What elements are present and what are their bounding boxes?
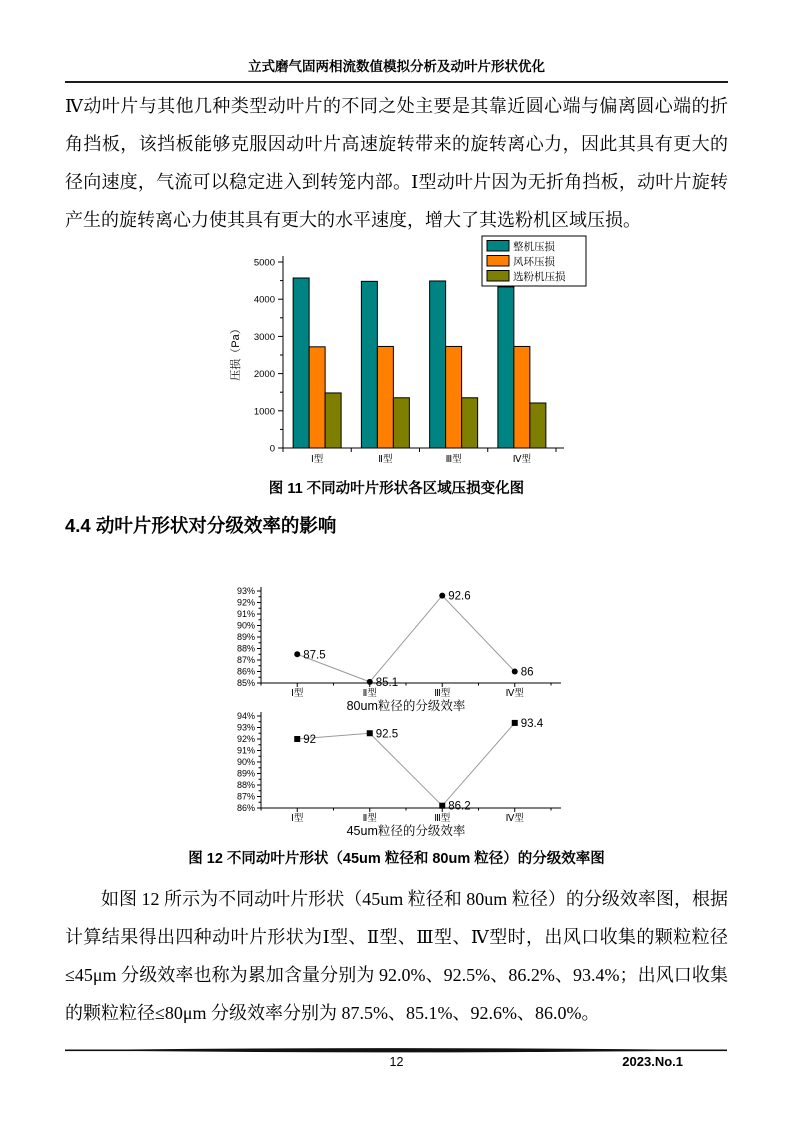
- svg-text:87%: 87%: [236, 655, 255, 665]
- svg-text:87.5: 87.5: [303, 649, 326, 662]
- svg-text:86%: 86%: [236, 803, 255, 813]
- issue-label: 2023.No.1: [622, 1054, 683, 1069]
- figure-11-pressure-loss-bar-chart: [226, 232, 590, 483]
- svg-text:88%: 88%: [236, 780, 255, 790]
- figure-12-line-chart-45um: [215, 708, 567, 849]
- svg-text:Ⅳ型: Ⅳ型: [505, 813, 524, 824]
- svg-text:选粉机压损: 选粉机压损: [513, 271, 566, 283]
- svg-text:93%: 93%: [236, 722, 255, 733]
- bar-chart-svg: [226, 232, 590, 478]
- svg-text:91%: 91%: [236, 745, 255, 756]
- svg-text:Ⅳ型: Ⅳ型: [505, 688, 524, 699]
- svg-text:80um粒径的分级效率: 80um粒径的分级效率: [346, 699, 466, 713]
- svg-text:90%: 90%: [236, 757, 255, 767]
- svg-text:90%: 90%: [236, 620, 255, 631]
- svg-text:89%: 89%: [236, 768, 255, 779]
- svg-text:92%: 92%: [236, 734, 255, 744]
- line-chart-80um-svg: [215, 583, 567, 719]
- svg-text:Ⅲ型: Ⅲ型: [445, 454, 462, 465]
- svg-text:Ⅲ型: Ⅲ型: [434, 688, 451, 699]
- svg-text:87%: 87%: [236, 791, 255, 802]
- header-rule: [65, 81, 728, 83]
- svg-text:Ⅰ型: Ⅰ型: [310, 454, 324, 465]
- svg-text:Ⅱ型: Ⅱ型: [378, 454, 393, 465]
- svg-text:86%: 86%: [236, 666, 255, 677]
- svg-text:89%: 89%: [236, 632, 255, 642]
- svg-text:92.5: 92.5: [375, 728, 399, 741]
- svg-text:93%: 93%: [236, 586, 255, 596]
- svg-text:85.1: 85.1: [375, 676, 399, 689]
- figure-12-line-chart-80um: [215, 583, 567, 724]
- svg-text:风环压损: 风环压损: [513, 256, 555, 268]
- svg-text:92: 92: [303, 734, 317, 746]
- svg-text:94%: 94%: [236, 711, 255, 721]
- section-heading-4-4: 4.4 动叶片形状对分级效率的影响: [65, 515, 337, 536]
- svg-text:86: 86: [520, 666, 534, 679]
- svg-text:88%: 88%: [236, 643, 255, 654]
- svg-text:4000: 4000: [253, 294, 275, 306]
- svg-text:93.4: 93.4: [520, 717, 544, 730]
- svg-text:86.2: 86.2: [448, 800, 471, 813]
- svg-text:2000: 2000: [253, 369, 275, 381]
- figure-11-caption: 图 11 不同动叶片形状各区域压损变化图: [268, 481, 525, 497]
- paragraph-1: Ⅳ动叶片与其他几种类型动叶片的不同之处主要是其靠近圆心端与偏离圆心端的折角挡板，该挡板能够克服因动叶片高速旋转带来的旋转离心力，因此其具有更大的径向速度，气流可以稳定进入到转笼内部。Ⅰ型动叶片因为无折角挡板，动叶片旋转产生的旋转离心力使其具有更大的水平速度，增大了其选粉机区域压损。: [65, 96, 728, 230]
- page-number: 12: [389, 1055, 404, 1069]
- svg-text:Ⅲ型: Ⅲ型: [434, 813, 451, 824]
- paragraph-2: 如图 12 所示为不同动叶片形状（45um 粒径和 80um 粒径）的分级效率图，根据计算结果得出四种动叶片形状为Ⅰ型、Ⅱ型、Ⅲ型、Ⅳ型时，出风口收集的颗粒粒径≤45μm 分级效率也称为累加含量分别为 92.0%、92.5%、86.2%、93.4%；出风口收集的颗粒粒径≤80μm 分级效率分别为 87.5%、85.1%、92.6%、86.0%。: [65, 889, 728, 1023]
- svg-text:91%: 91%: [236, 609, 255, 619]
- svg-text:整机压损: 整机压损: [513, 241, 555, 253]
- footer-rule: [65, 1047, 727, 1054]
- svg-text:92.6: 92.6: [448, 590, 471, 603]
- svg-text:Ⅱ型: Ⅱ型: [362, 688, 377, 699]
- svg-text:Ⅳ型: Ⅳ型: [512, 454, 532, 465]
- svg-text:Ⅰ型: Ⅰ型: [291, 813, 304, 824]
- svg-text:45um粒径的分级效率: 45um粒径的分级效率: [346, 824, 466, 838]
- svg-text:Ⅰ型: Ⅰ型: [291, 688, 304, 699]
- svg-text:Ⅱ型: Ⅱ型: [362, 813, 377, 824]
- svg-text:3000: 3000: [253, 331, 275, 343]
- line-chart-45um-svg: [215, 708, 567, 844]
- svg-text:0: 0: [269, 443, 275, 455]
- svg-text:85%: 85%: [236, 678, 255, 688]
- svg-text:92%: 92%: [236, 597, 255, 608]
- svg-text:1000: 1000: [253, 406, 275, 418]
- svg-text:压损（Pa）: 压损（Pa）: [230, 323, 242, 381]
- svg-text:5000: 5000: [253, 257, 275, 269]
- figure-12-caption: 图 12 不同动叶片形状（45um 粒径和 80um 粒径）的分级效率图: [188, 851, 605, 867]
- running-title: 立式磨气固两相流数值模拟分析及动叶片形状优化: [248, 59, 545, 74]
